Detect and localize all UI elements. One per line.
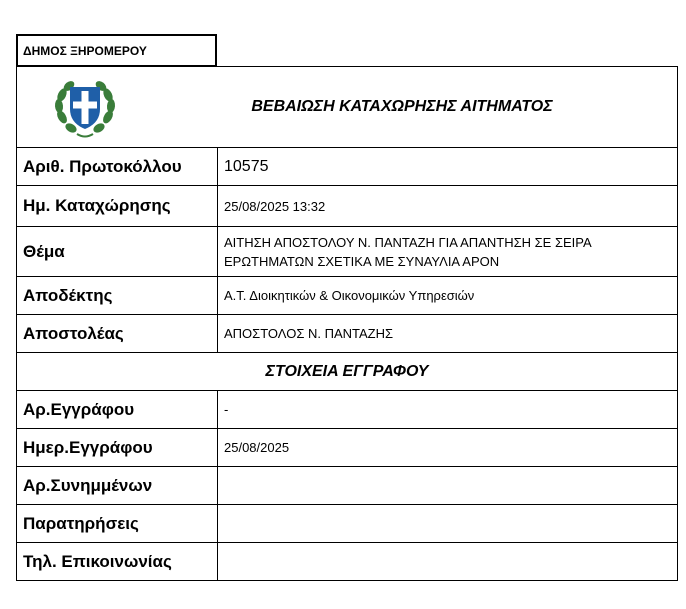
doc-date-label: Ημερ.Εγγράφου: [17, 429, 218, 467]
subject-value: [218, 227, 678, 277]
recipient-row: [17, 277, 678, 315]
doc-date-value: 25/08/2025: [218, 429, 678, 467]
doc-number-row: [17, 391, 678, 429]
remarks-label: Παρατηρήσεις: [17, 505, 218, 543]
remarks-row: [17, 505, 678, 543]
sender-row: [17, 315, 678, 353]
protocol-number-row: [17, 148, 678, 186]
phone-value: [218, 543, 678, 581]
greek-coat-of-arms-icon: [53, 77, 117, 139]
subject-value-line-2: ΕΡΩΤΗΜΑΤΩΝ ΣΧΕΤΙΚΑ ΜΕ ΣΥΝΑΥΛΙΑ ΑΡΟΝ: [224, 253, 500, 269]
doc-date-row: [17, 429, 678, 467]
protocol-number-label: Αριθ. Πρωτοκόλλου: [17, 148, 218, 186]
attachments-label: Αρ.Συνημμένων: [17, 467, 218, 505]
phone-label: Τηλ. Επικοινωνίας: [17, 543, 218, 581]
attachments-value: [218, 467, 678, 505]
protocol-number-value: 10575: [218, 148, 678, 186]
doc-number-label: Αρ.Εγγράφου: [17, 391, 218, 429]
registration-date-row: [17, 186, 678, 227]
sender-label: Αποστολέας: [17, 315, 218, 353]
subject-value-line-1: ΑΙΤΗΣΗ ΑΠΟΣΤΟΛΟΥ Ν. ΠΑΝΤΑΖΗ ΓΙΑ ΑΠΑΝΤΗΣΗ ΣΕ ΣΕΙΡΑ: [224, 234, 592, 250]
recipient-value: Α.Τ. Διοικητικών & Οικονομικών Υπηρεσιών: [218, 277, 678, 315]
phone-row: [17, 543, 678, 581]
remarks-value: [218, 505, 678, 543]
section-row: [17, 353, 678, 391]
recipient-label: Αποδέκτης: [17, 277, 218, 315]
document-title: ΒΕΒΑΙΩΣΗ ΚΑΤΑΧΩΡΗΣΗΣ ΑΙΤΗΜΑΤΟΣ: [251, 98, 553, 115]
sender-value: ΑΠΟΣΤΟΛΟΣ Ν. ΠΑΝΤΑΖΗΣ: [218, 315, 678, 353]
doc-number-value: -: [218, 391, 678, 429]
subject-row: [17, 227, 678, 277]
registration-date-value: 25/08/2025 13:32: [218, 186, 678, 227]
registration-table: [16, 66, 678, 581]
municipality-name: ΔΗΜΟΣ ΞΗΡΟΜΕΡΟΥ: [16, 34, 217, 67]
attachments-row: [17, 467, 678, 505]
title-cell: [17, 67, 678, 148]
subject-label: Θέμα: [17, 227, 218, 277]
section-title: ΣΤΟΙΧΕΙΑ ΕΓΓΡΑΦΟΥ: [17, 353, 678, 391]
title-row: [17, 67, 678, 148]
registration-date-label: Ημ. Καταχώρησης: [17, 186, 218, 227]
